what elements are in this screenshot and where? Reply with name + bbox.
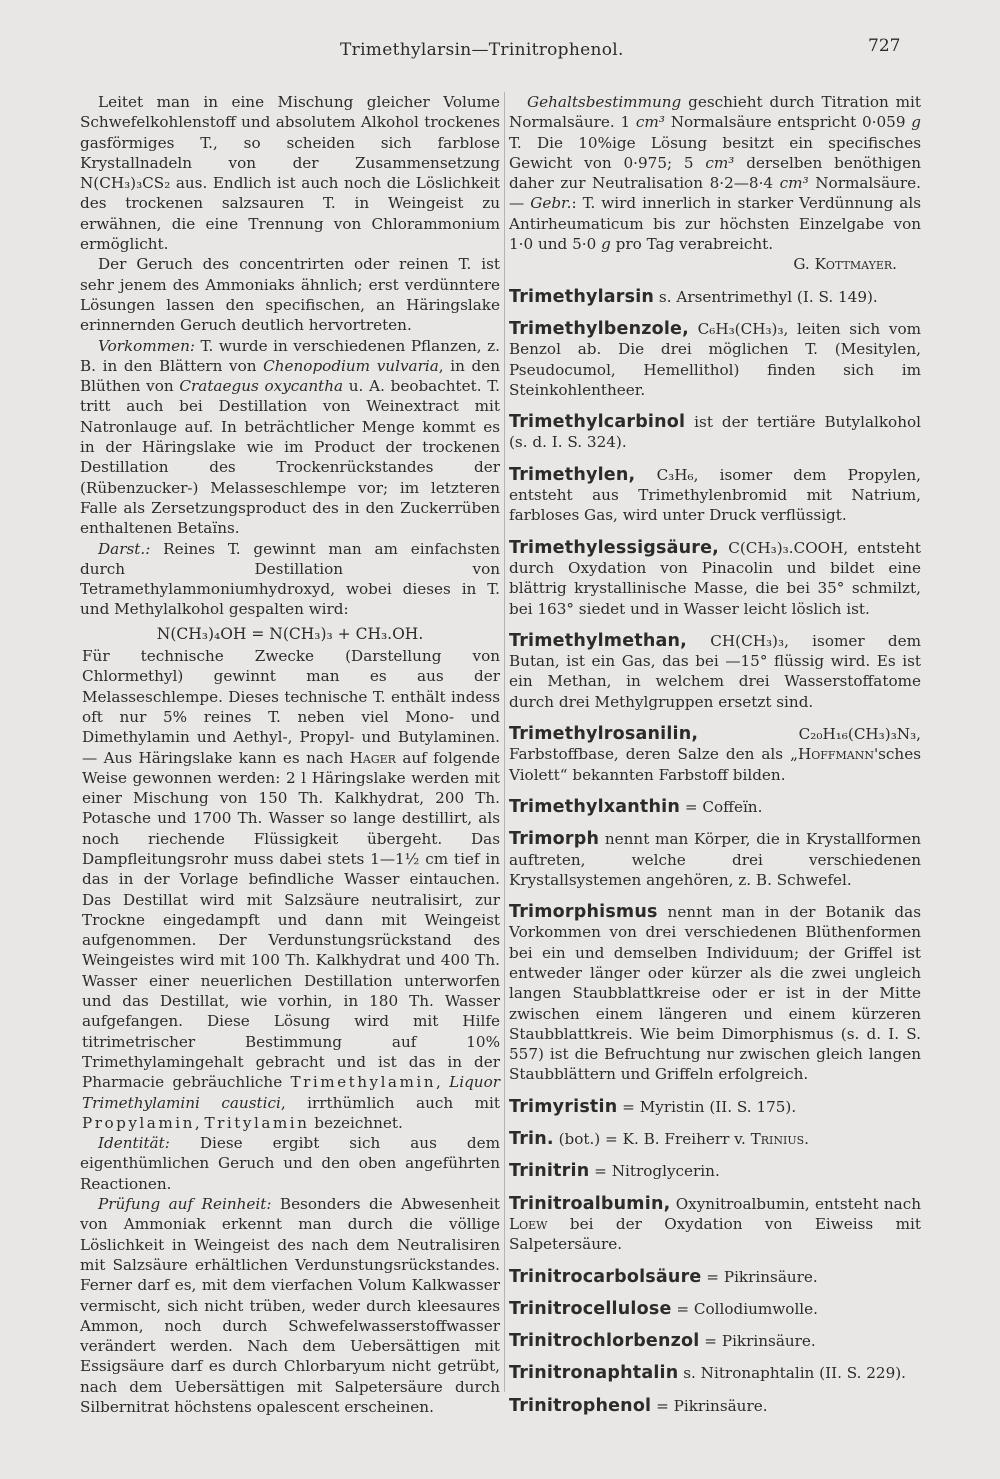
author-name: Hoffmann [797,745,874,764]
paragraph-pruefung [80,1194,500,1417]
section-label: Vorkommen: [98,336,196,355]
entry-text: nennt man in der Botanik das Vorkommen von drei verschiedenen Blüthenformen bei ein und demselben Individuum; der Griffel ist entweder länger oder kürzer als die zwei ungleich langen Staubblattkreise oder er ist in der Mitte zwischen einem längeren und einem kürzeren Staubblattkreis. Wie beim Dimorphismus (s. d. I. S. 557) ist die Befruchtung nur zwischen gleich langen Staubblättern und Griffeln erfolgreich. [509,903,921,1084]
headword: Trinitrocarbolsäure [509,1266,702,1287]
section-label: Prüfung auf Reinheit: [98,1195,272,1214]
headword: Trinitroalbumin, [509,1193,671,1214]
right-column [509,92,921,1416]
text: T. wurde in verschiedenen Pflanzen, z. B. in den Blättern von [80,336,500,375]
entry-trimethylen [509,465,921,526]
entry-text: C₂₀H₁₆(CH₃)₃N₃, Farbstoffbase, deren Salze den als „ [509,725,921,764]
entry-trimethylxanthin [509,797,921,817]
entry-trimethylrosanilin [509,724,921,785]
entry-trimethylmethan [509,631,921,712]
latin-term: Liquor Trimethylamini caustici [82,1073,500,1112]
entry-text: = Pikrinsäure. [651,1396,768,1415]
entry-text: s. Arsentrimethyl (I. S. 149). [654,287,878,306]
headword: Trimethylxanthin [509,796,681,817]
headword: Trimethylen, [509,464,636,485]
text: pro Tag verabreicht. [610,235,774,254]
entry-trinitrin [509,1161,921,1181]
text: , irrthümlich auch mit [280,1093,500,1112]
unit: g [911,113,921,132]
headword: Trimethylrosanilin, [509,724,699,745]
entry-trimethylbenzole [509,319,921,400]
entry-trinitrocellulose [509,1299,921,1319]
entry-text: C₃H₆, isomer dem Propylen, entsteht aus Trimethylenbromid mit Natrium, farbloses Gas, wird unter Druck verflüssigt. [509,465,921,525]
entry-text: C(CH₃)₃.COOH, entsteht durch Oxydation von Pinacolin und bildet eine blättrig krystallinische Masse, die bei 35° schmilzt, bei 163° siedet und in Wasser leicht löslich ist. [509,538,921,618]
column-divider [504,92,505,1392]
entry-text: (bot.) = K. B. Freiherr v. [553,1130,751,1149]
text: Für technische Zwecke (Darstellung von Chlormethyl) gewinnt man es aus der Melasseschlempe. Dieses technische T. enthält indess oft nur 5% reines T. neben viel Mono- und Dimethylamin und Aethyl-, Propyl- und Butylaminen. — Aus Häringslake kann es nach [82,647,500,767]
entry-text: nennt man Körper, die in Krystallformen auftreten, welche drei verschiedenen Krystallsystemen angehören, z. B. Schwefel. [509,830,921,889]
paragraph-gehaltsbestimmung [509,92,921,254]
left-column [80,92,500,1417]
spaced-term: Propylamin [82,1113,195,1132]
headword: Trimorphismus [509,902,658,923]
text: Normalsäure. — [509,174,921,213]
headword: Trimethylmethan, [509,630,688,651]
entry-trimethylessigsaeure [509,538,921,619]
entry-trinitroalbumin [509,1194,921,1255]
text: : T. wird innerlich in starker Verdünnung als Antirheumaticum bis zur höchsten Einzelgabe von 1·0 und 5·0 [509,194,922,254]
text: , in den Blüthen von [80,356,500,396]
entry-text: CH(CH₃)₃, isomer dem Butan, ist ein Gas, das bei —15° flüssig wird. Es ist ein Methan, in welchem drei Wasserstoffatome durch drei Methylgruppen ersetzt sind. [509,631,921,711]
entry-trimorphismus [509,902,921,1085]
entry-text: . [804,1130,809,1149]
headword: Trimorph [509,829,600,850]
headword: Trimyristin [509,1096,618,1117]
taxon: Chenopodium vulvaria [263,356,439,375]
text: Diese ergibt sich aus dem eigenthümlichen Geruch und den oben angeführten Reactionen. [80,1134,500,1193]
headword: Trinitrochlorbenzol [509,1331,700,1352]
entry-text: s. Nitronaphtalin (II. S. 229). [678,1364,906,1383]
headword: Trinitrocellulose [509,1298,672,1319]
entry-trinitrocarbolsaeure [509,1267,921,1287]
entry-text: bei der Oxydation von Eiweiss mit Salpetersäure. [509,1214,921,1254]
spaced-term: Trimethylamin [290,1073,437,1092]
headword: Trimethylarsin [509,286,655,307]
entry-text: = Coffeïn. [680,797,763,816]
entry-text: 'sches Violett“ bekannten Farbstoff bilden. [509,745,921,784]
section-label: Darst.: [98,539,151,558]
headword: Trimethylbenzole, [509,318,689,339]
headword: Trimethylessigsäure, [509,537,720,558]
text: Reines T. gewinnt man am einfachsten durch Destillation von Tetramethylammoniumhydroxyd, wobei dieses in T. und Methylalkohol gespalten wird: [80,539,500,619]
paragraph-vorkommen [80,336,500,539]
section-label: Gehaltsbestimmung [527,93,682,111]
text: , [194,1113,205,1132]
entry-trin [509,1129,921,1149]
text: auf folgende Weise gewonnen werden: 2 l Häringslake werden mit einer Mischung von 150 Th. Kalkhydrat, 200 Th. Potasche und 1700 Th. Wasser so lange destillirt, als noch riechende Flüssigkeit übergeht. Das Dampfleitungsrohr muss dabei stets 1—1½ cm tief in das in der Vorlage befindliche Wasser eintauchen. Das Destillat wird mit Salzsäure neutralisirt, zur Trockne eingedampft und dann mit Weingeist aufgenommen. Der Verdunstungsrückstand des Weingeistes wird mit 100 Th. Kalkhydrat und 400 Th. Wasser einer neuerlichen Destillation unterworfen und das Destillat, wie vorhin, in 180 Th. Wasser aufgefangen. Diese Lösung wird mit Hilfe titrimetrischer Bestimmung auf 10% Trimethylamingehalt gebracht und ist das in der Pharmacie gebräuchliche [82,748,501,1092]
paragraph: Leitet man in eine Mischung gleicher Volume Schwefelkohlenstoff und absolutem Alkohol trockenes gasförmiges T., so scheiden sich farblose Krystallnadeln von der Zusammensetzung N(CH₃)₃CS₂ aus. Endlich ist auch noch die Löslichkeit des trockenen salzsauren T. in Weingeist zu erwähnen, die eine Trennung von Chlorammonium ermöglicht. [80,93,500,254]
section-label: Identität: [98,1134,170,1153]
headword: Trinitronaphtalin [509,1363,679,1384]
entry-trimethylarsin [509,287,921,307]
unit: cm³ [779,174,809,193]
text: u. A. beobachtet. T. tritt auch bei Destillation von Weinextract mit Natronlauge auf. In beträchtlicher Menge kommt es in der Häringslake wie im Product der trockenen Destillation des Trockenrückstandes der (Rübenzucker-) Melasseschlempe vor; im letzteren Falle als Zersetzungsproduct des in den Zuckerrüben enthaltenen Betaïns. [80,377,500,538]
headword: Trinitrin [509,1161,590,1182]
author-name: Trinius [750,1130,805,1149]
entry-text: C₆H₃(CH₃)₃, leiten sich vom Benzol ab. Die drei möglichen T. (Mesitylen, Pseudocumol, Hemellithol) finden sich im Steinkohlentheer. [509,319,921,399]
text: derselben benöthigen daher zur Neutralisation 8·2—8·4 [509,153,921,193]
spaced-term: Tritylamin [204,1113,310,1132]
section-label: Gebr. [530,194,572,213]
running-title: Trimethylarsin—Trinitrophenol. [340,40,624,60]
paragraph-identitaet [80,1133,500,1194]
entry-trinitrochlorbenzol [509,1331,921,1351]
entry-trimyristin [509,1097,921,1117]
author-signature: G. Kottmayer. [793,255,897,274]
headword: Trimethylcarbinol [509,412,686,433]
paragraph [80,646,500,1133]
entry-trimethylcarbinol [509,412,921,453]
entry-text: = Myristin (II. S. 175). [617,1097,797,1116]
entry-text: = Nitroglycerin. [589,1162,720,1181]
paragraph-darstellung [80,539,500,620]
headword: Trin. [509,1129,554,1150]
entry-trinitronaphtalin [509,1363,921,1383]
entry-text: = Pikrinsäure. [701,1267,818,1286]
text: Besonders die Abwesenheit von Ammoniak erkennt man durch die völlige Löslichkeit in Weingeist des nach dem Neutralisiren mit Salzsäure erhältlichen Verdunstungsrückstandes. Ferner darf es, mit dem vierfachen Volum Kalkwasser vermischt, sich nicht trüben, weder durch kleesaures Ammon, noch durch Schwefelwasserstoffwasser verändert werden. Nach dem Uebersättigen mit Essigsäure darf es durch Chlorbaryum nicht getrübt, nach dem Uebersättigen mit Salpetersäure durch Silbernitrat höchstens opalescent erscheinen. [80,1195,500,1416]
chemical-equation: N(CH₃)₄OH = N(CH₃)₃ + CH₃.OH. [156,624,424,643]
taxon: Crataegus oxycantha [179,377,344,396]
text: Normalsäure entspricht 0·059 [664,113,912,132]
entry-text: Oxynitroalbumin, entsteht nach [670,1194,921,1213]
text: geschieht durch Titration mit Normalsäure. 1 [509,93,921,132]
author-name: Hager [349,748,396,767]
paragraph: Der Geruch des concentrirten oder reinen T. ist sehr jenem des Ammoniaks ähnlich; erst verdünntere Lösungen lassen den specifischen, an Häringslake erinnernden Geruch deutlich hervortreten. [80,255,500,335]
unit: cm³ [705,153,735,172]
text: , [436,1073,450,1092]
text: T. Die 10%ige Lösung besitzt ein specifisches Gewicht von 0·975; 5 [509,133,921,172]
entry-text: ist der tertiäre Butylalkohol (s. d. I. S. 324). [509,413,921,452]
entry-trinitrophenol [509,1396,921,1416]
headword: Trinitrophenol [509,1395,652,1416]
unit: cm³ [635,113,665,132]
unit: g [601,235,611,254]
page-number: 727 [868,36,901,56]
entry-trimorph [509,829,921,890]
entry-text: = Pikrinsäure. [699,1332,816,1351]
entry-text: = Collodiumwolle. [671,1299,818,1318]
author-name: Loew [509,1214,548,1233]
text: bezeichnet. [309,1113,403,1132]
